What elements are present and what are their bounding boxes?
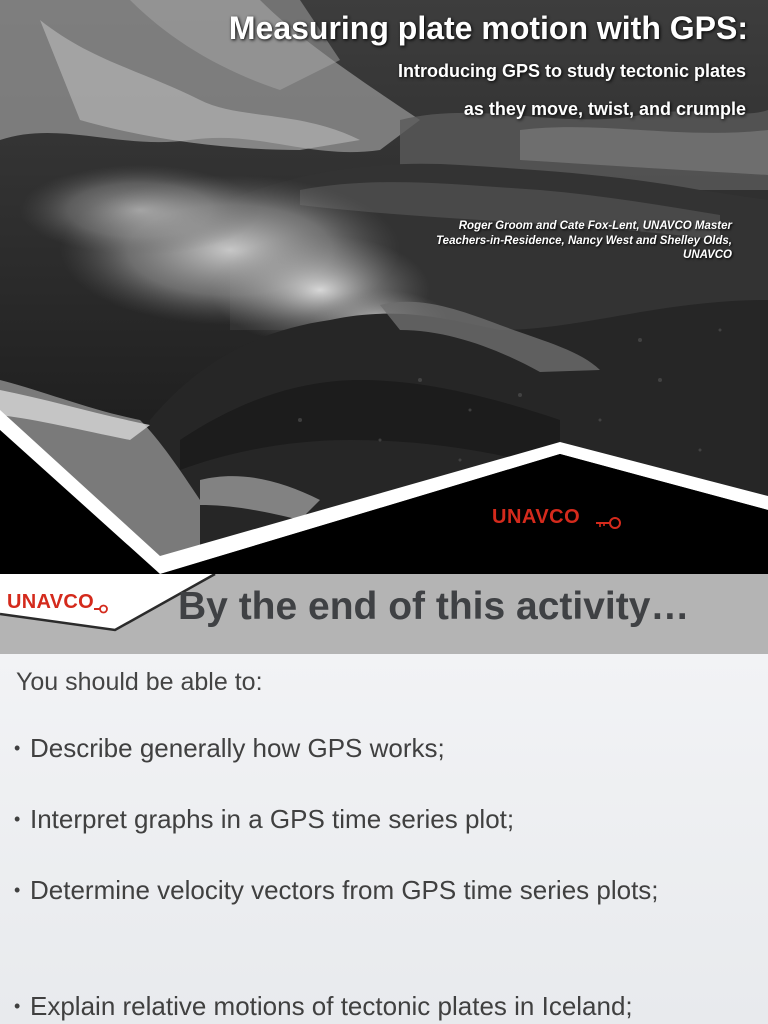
authors	[332, 219, 732, 263]
unavco-logo: UNAVCO	[7, 591, 94, 613]
bullet-icon: •	[14, 738, 21, 758]
subtitle-line-1: Introducing GPS to study tectonic plates	[397, 61, 746, 81]
unavco-logo: UNAVCO	[492, 506, 581, 528]
authors-line-2: Teachers-in-Residence, Nancy West and Shelley Olds,	[436, 234, 732, 247]
objectives-slide	[0, 574, 768, 1024]
subtitle-line-2: as they move, twist, and crumple	[463, 99, 746, 119]
list-item: • Describe generally how GPS works;	[14, 726, 754, 771]
list-item: • Interpret graphs in a GPS time series plot;	[14, 797, 754, 842]
presentation-title: Measuring plate motion with GPS:	[228, 10, 748, 46]
intro-text: You should be able to:	[16, 668, 263, 696]
unavco-logo-key-icon	[596, 516, 622, 530]
list-item: • Determine velocity vectors from GPS time series plots;	[14, 868, 694, 913]
list-item: • Explain relative motions of tectonic plates in Iceland;	[14, 984, 754, 1024]
authors-line-1: Roger Groom and Cate Fox-Lent, UNAVCO Master	[458, 220, 732, 232]
bullet-icon: •	[14, 996, 21, 1016]
authors-line-3: UNAVCO	[683, 249, 732, 261]
bullet-icon: •	[14, 809, 21, 829]
slide-title: By the end of this activity…	[178, 585, 690, 628]
bullet-icon: •	[14, 880, 21, 900]
unavco-logo-key-icon	[94, 602, 108, 616]
